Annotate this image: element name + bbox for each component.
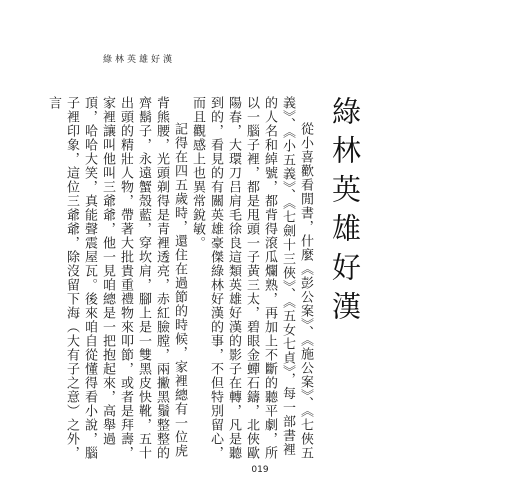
page-number: 019: [251, 465, 269, 475]
chapter-title: 綠林英雄好漢: [328, 96, 362, 330]
paragraph: 記得在四五歲時，還住在過節的時候，家裡總有一位虎背熊腰，光頭剃得是青裡透亮，赤紅臉膛，兩撇黑鬚整整的齊鬍子，永遠蟹殼藍，穿坎肩，腳上是一雙黑皮快靴，五十出頭的精壯人物，帶著大批貴重禮物來叩節，或者是拜壽，家裡讓叫他叫三爺爺，他一見咱總是一把抱起來，高舉過頂，哈哈大笑，真能聲震屋瓦。後來咱自從懂得看小說，腦子裡印象，這位三爺爺，除沒留下海（大有子之意）之外，言: [46, 96, 187, 460]
body-text: [46, 96, 314, 468]
paragraph: 從小喜歡看閒書，什麼《彭公案》、《施公案》、《七俠五義》、《小五義》、《七劍十三俠》、《五女七貞》，每一部書裡的人名和綽號，都背得滾瓜爛熟，再加上不斷的聽平劇，所以一腦子裡，都是甩頭一子黃三太，碧眼金蟬石鑄，北俠歐陽春，大環刀吕肩毛徐良這類英雄好漢的影子在轉，凡是聽到的，看見的有關英雄豪傑綠林好漢的事，不但特別留心，而且觀感上也異常銳敏。: [190, 96, 313, 460]
running-head: 綠林英雄好漢: [103, 55, 176, 65]
